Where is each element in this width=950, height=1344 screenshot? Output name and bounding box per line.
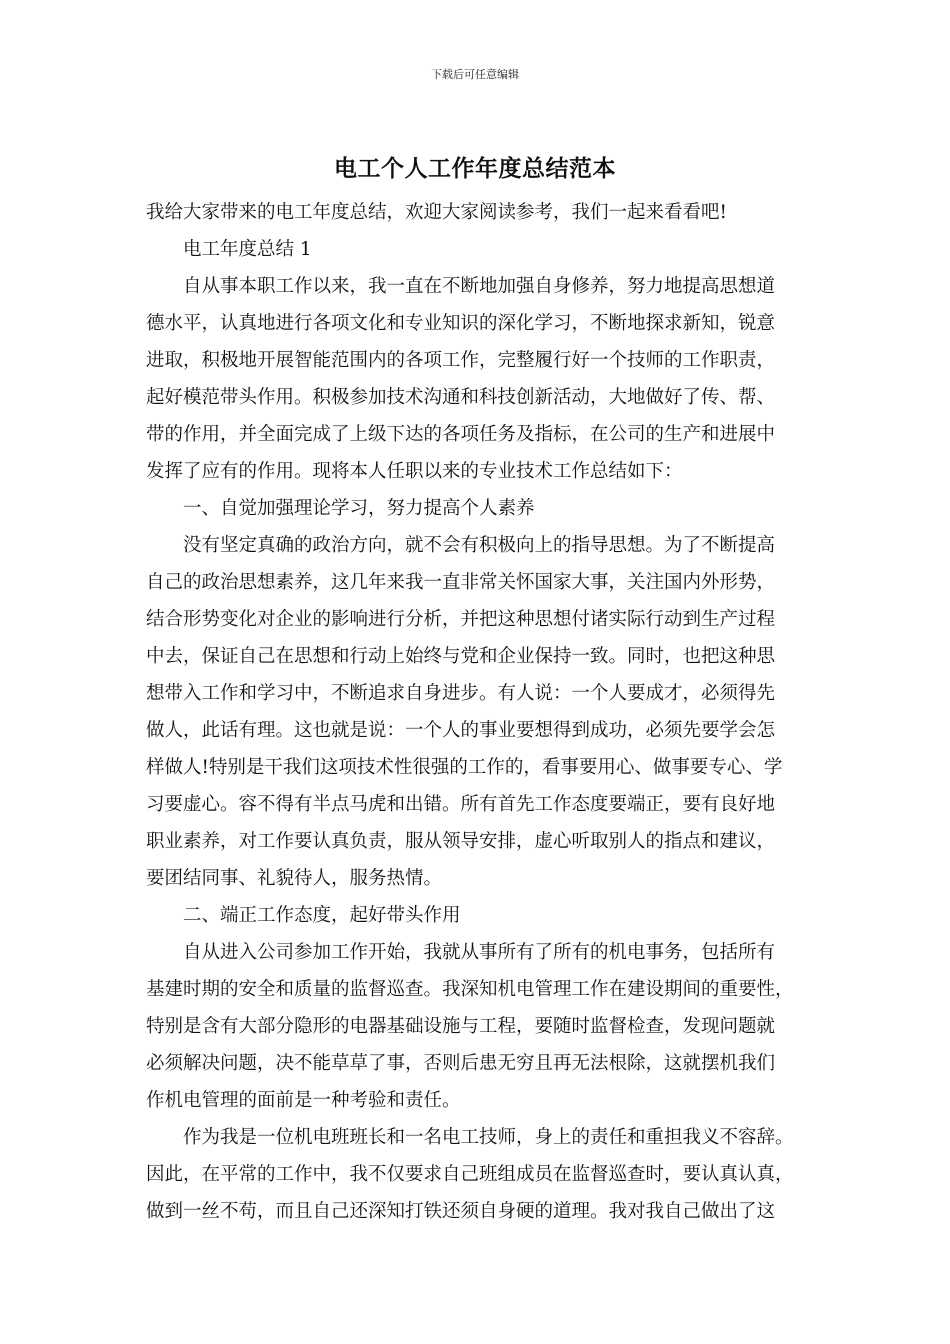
text-line: 特别是含有大部分隐形的电器基础设施与工程，要随时监督检查，发现问题就 [146, 1016, 776, 1037]
text-line: 进取，积极地开展智能范围内的各项工作，完整履行好一个技师的工作职责， [146, 350, 776, 371]
text-line: 样做人!特别是干我们这项技术性很强的工作的，看事要用心、做事要专心、学 [146, 757, 783, 778]
text-line: 作机电管理的面前是一种考验和责任。 [146, 1090, 461, 1111]
text-line: 带的作用，并全面完成了上级下达的各项任务及指标，在公司的生产和进展中 [146, 424, 776, 445]
text-line: 习要虚心。容不得有半点马虎和出错。所有首先工作态度要端正，要有良好地 [146, 794, 776, 815]
text-line: 基建时期的安全和质量的监督巡查。我深知机电管理工作在建设期间的重要性， [146, 979, 794, 1000]
text-line: 没有坚定真确的政治方向，就不会有积极向上的指导思想。为了不断提高 [183, 535, 776, 556]
text-line: 自从进入公司参加工作开始，我就从事所有了所有的机电事务，包括所有 [183, 942, 776, 963]
document-title: 电工个人工作年度总结范本 [334, 155, 616, 182]
text-line: 做到一丝不苟，而且自己还深知打铁还须自身硬的道理。我对我自己做出了这 [146, 1201, 776, 1222]
text-line: 自己的政治思想素养，这几年来我一直非常关怀国家大事，关注国内外形势， [146, 572, 776, 593]
text-line: 自从事本职工作以来，我一直在不断地加强自身修养，努力地提高思想道 [183, 276, 776, 297]
document-body [146, 194, 818, 1230]
text-line: 想带入工作和学习中，不断追求自身进步。有人说：一个人要成才，必须得先 [146, 683, 776, 704]
header-note: 下载后可任意编辑 [431, 68, 519, 81]
text-line: 中去，保证自己在思想和行动上始终与党和企业保持一致。同时，也把这种思 [146, 646, 776, 667]
text-line: 必须解决问题，决不能草草了事，否则后患无穷且再无法根除，这就摆机我们 [146, 1053, 776, 1074]
section-heading: 二、端正工作态度，起好带头作用 [183, 905, 461, 926]
text-line: 我给大家带来的电工年度总结，欢迎大家阅读参考，我们一起来看看吧! [146, 202, 727, 223]
text-line: 德水平，认真地进行各项文化和专业知识的深化学习，不断地探求新知，锐意 [146, 313, 776, 334]
text-line: 因此，在平常的工作中，我不仅要求自己班组成员在监督巡查时，要认真认真， [146, 1164, 794, 1185]
text-line: 结合形势变化对企业的影响进行分析，并把这种思想付诸实际行动到生产过程 [146, 609, 776, 630]
text-line: 做人，此话有理。这也就是说：一个人的事业要想得到成功，必须先要学会怎 [146, 720, 776, 741]
text-line: 要团结同事、礼貌待人，服务热情。 [146, 868, 443, 889]
text-line: 作为我是一位机电班班长和一名电工技师，身上的责任和重担我义不容辞。 [183, 1127, 794, 1148]
section-heading: 电工年度总结 1 [183, 239, 312, 260]
section-heading: 一、自觉加强理论学习，努力提高个人素养 [183, 498, 535, 519]
text-line: 职业素养，对工作要认真负责，服从领导安排，虚心听取别人的指点和建议， [146, 831, 776, 852]
text-line: 起好模范带头作用。积极参加技术沟通和科技创新活动，大地做好了传、帮、 [146, 387, 776, 408]
text-line: 发挥了应有的作用。现将本人任职以来的专业技术工作总结如下： [146, 461, 683, 482]
